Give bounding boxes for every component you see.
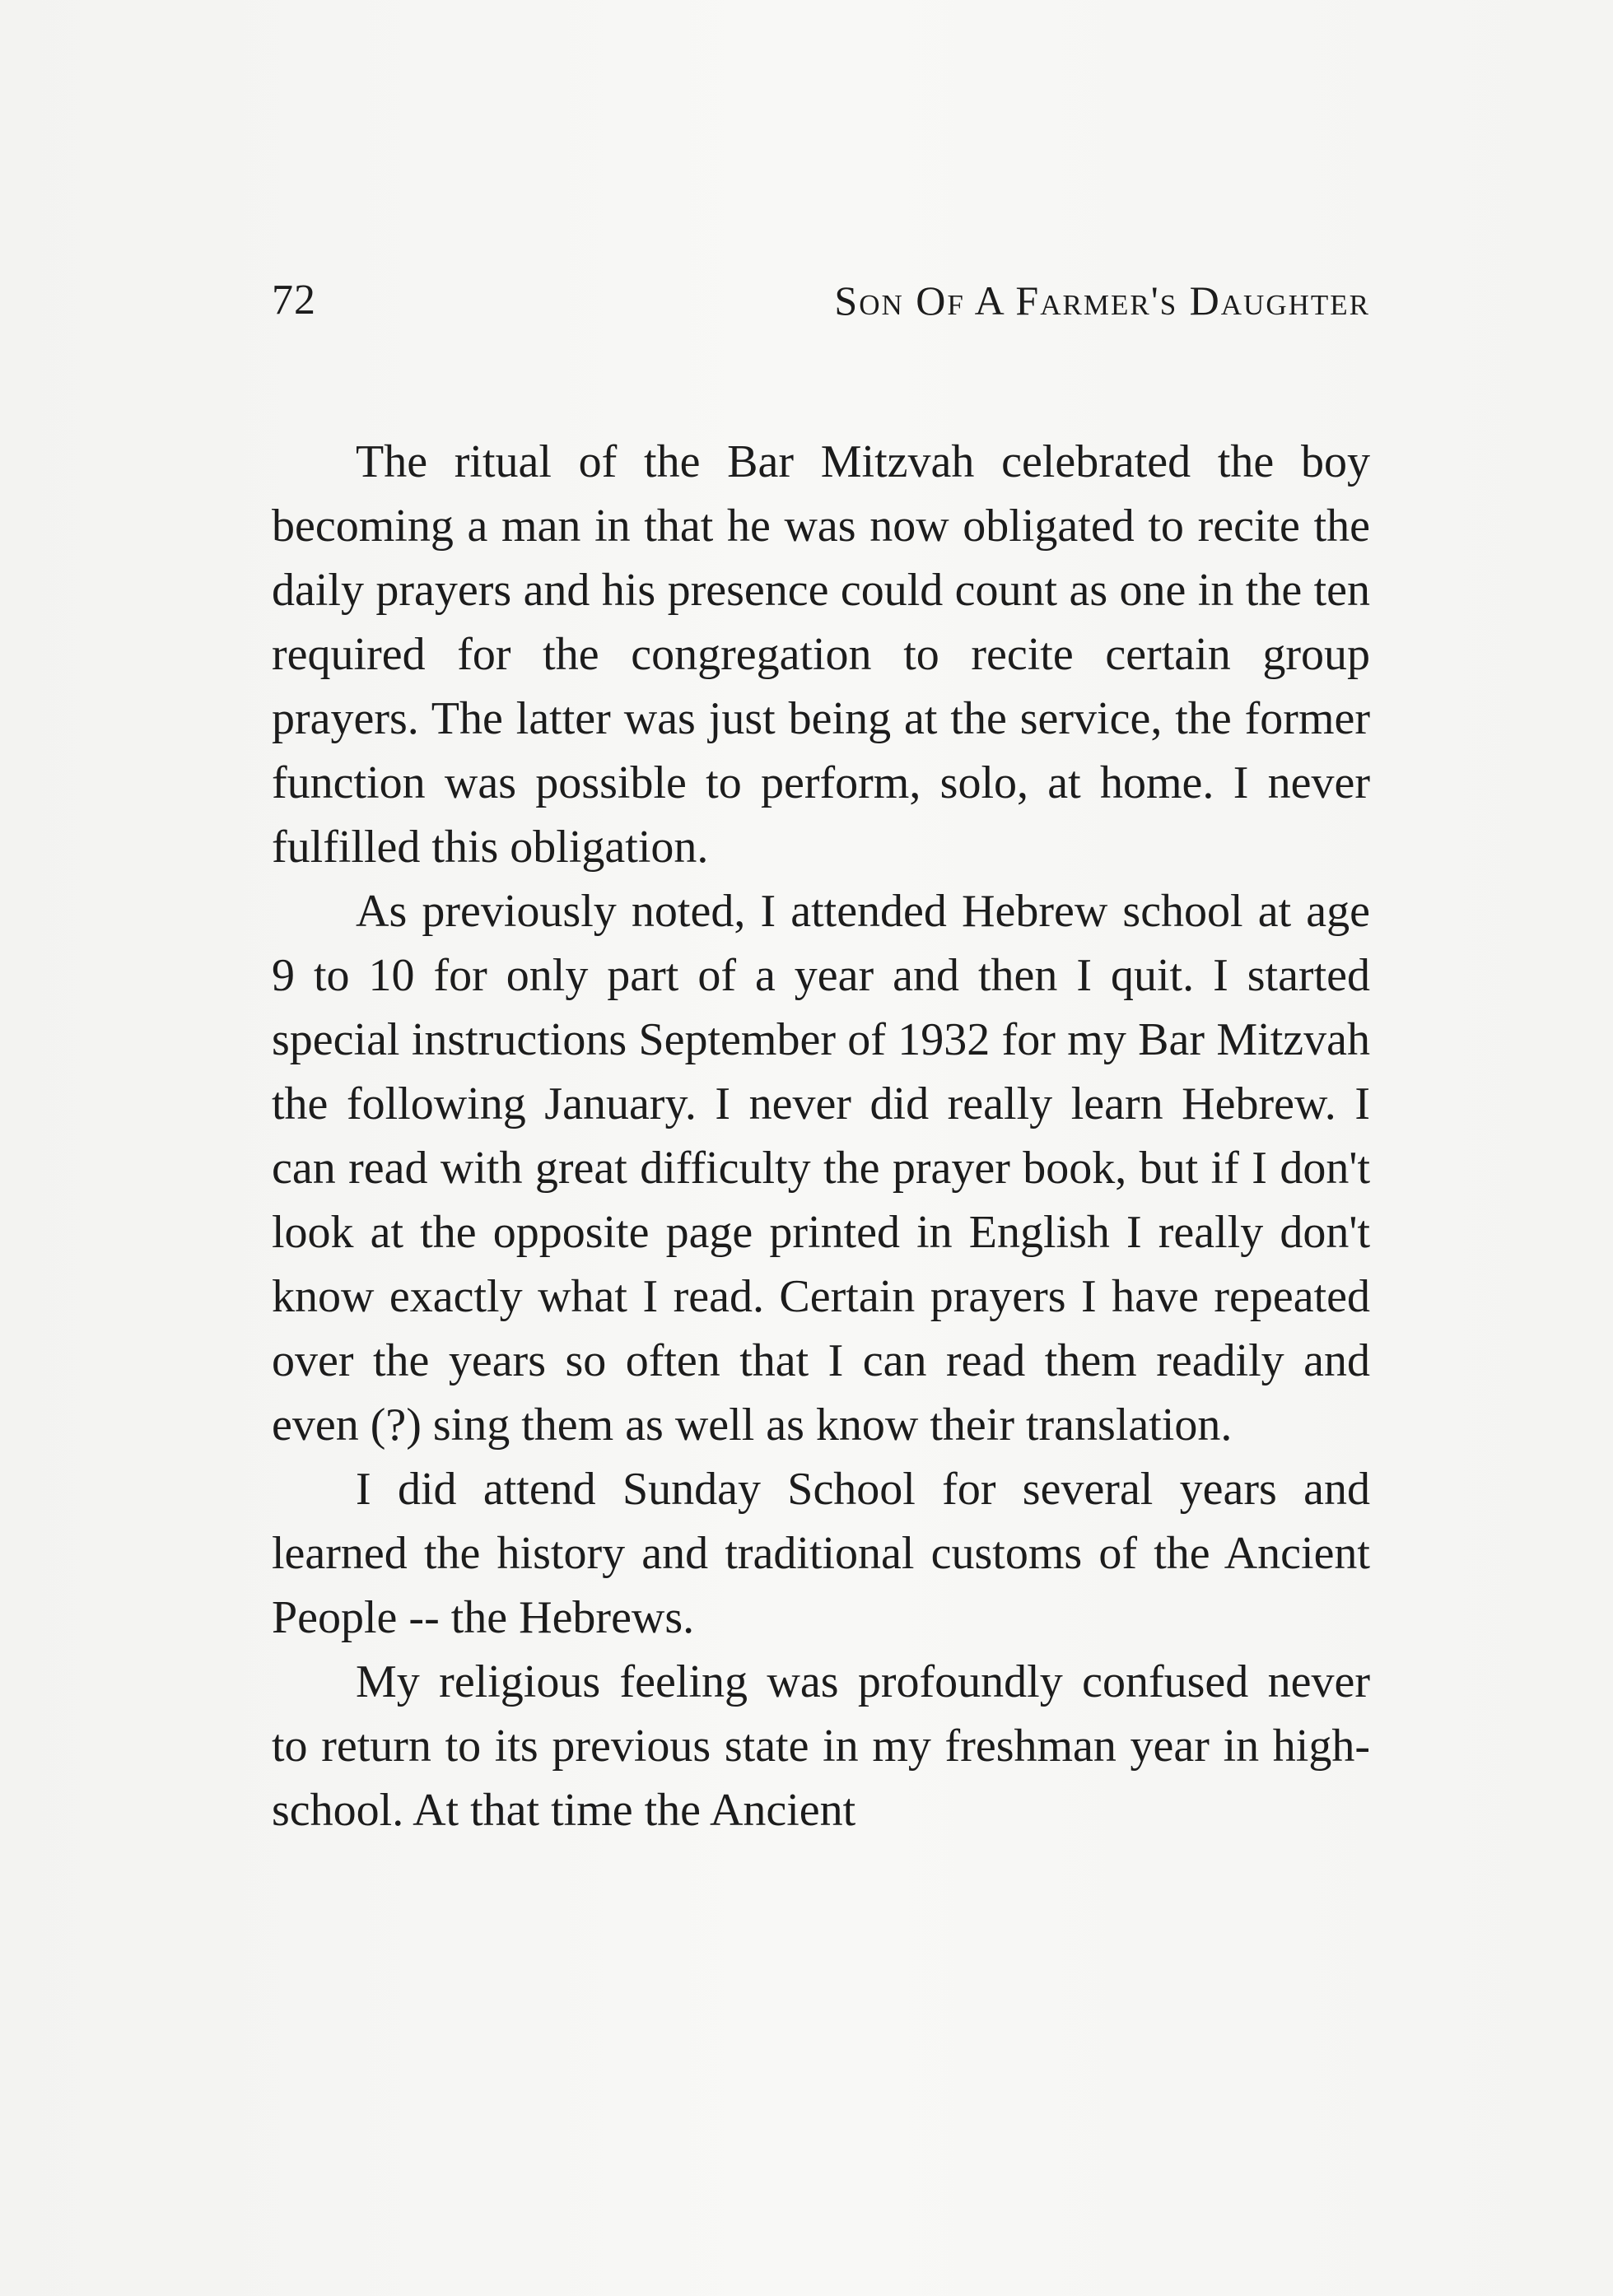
book-title: Son Of A Farmer's Daughter <box>834 277 1370 324</box>
running-head <box>272 272 1370 329</box>
paragraph-bar-mitzvah-ritual: The ritual of the Bar Mitzvah celebrated the boy becoming a man in that he was now obligated to recite the daily prayers and his presence could count as one in the ten required for the congregation to recite certain group prayers. The latter was just being at the service, the former function was possible to perform, solo, at home. I never fulfilled this obligation. <box>272 436 1370 873</box>
body-text <box>272 430 1370 1842</box>
paragraph-sunday-school: I did attend Sunday School for several years and learned the history and traditional customs of the Ancient People -- the Hebrews. <box>272 1464 1370 1643</box>
paragraph-hebrew-school: As previously noted, I attended Hebrew school at age 9 to 10 for only part of a year and then I quit. I started special instructions September of 1932 for my Bar Mitzvah the following January. I never did really learn Hebrew. I can read with great difficulty the prayer book, but if I don't look at the opposite page printed in English I really don't know exactly what I read. Certain prayers I have repeated over the years so often that I can read them readily and even (?) sing them as well as know their translation. <box>272 886 1370 1451</box>
paragraph-religious-feeling: My religious feeling was profoundly confused never to return to its previous state in my freshman year in high-school. At that time the Ancient <box>272 1656 1370 1836</box>
page-number: 72 <box>272 277 316 324</box>
